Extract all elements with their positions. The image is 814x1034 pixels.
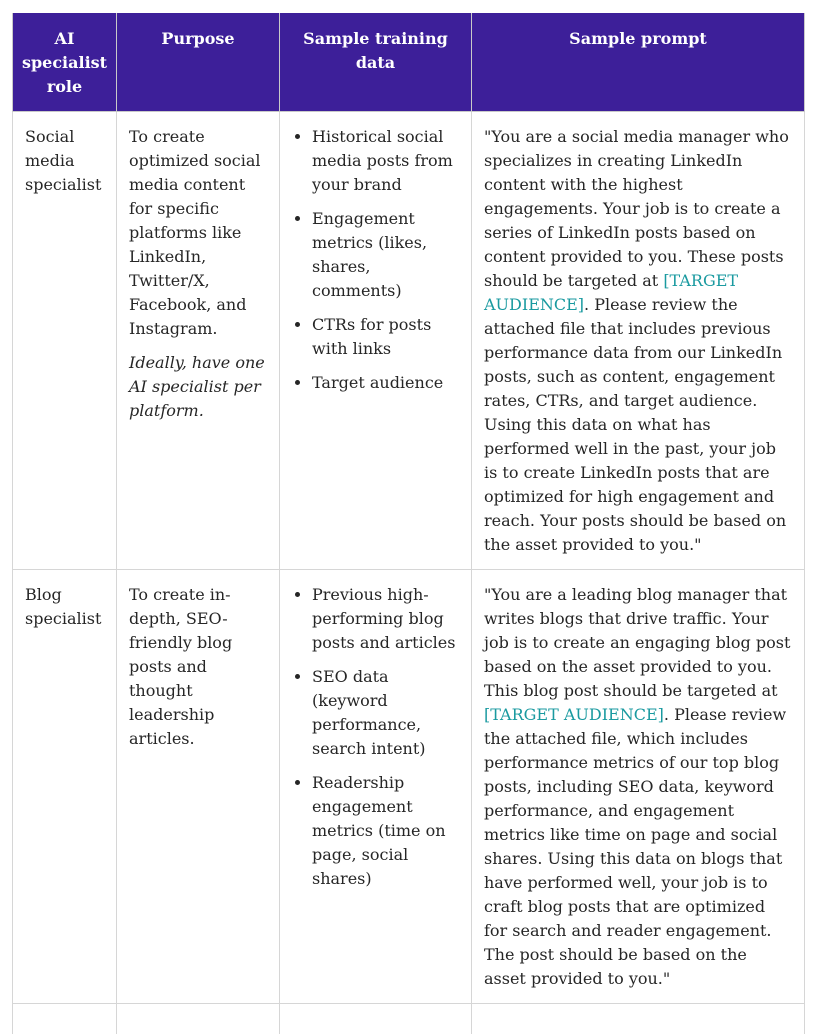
table-header: [13, 13, 805, 112]
prompt-text-end: . Please review the attached file that includes previous performance data from our LinkedIn posts, such as content, engagement rates, CTRs, and target audience. Using this data on what has performed well in the past, your job is to create LinkedIn posts that are optimized for high engagement and reach. Your posts should be based on the asset provided to you.": [484, 295, 786, 554]
training-data-cell: [280, 112, 472, 570]
role-text: Blog specialist: [25, 583, 104, 631]
training-data-cell: [280, 570, 472, 1004]
top-strip: [0, 0, 814, 13]
empty-cell: [280, 1004, 472, 1034]
list-item: • SEO data (keyword performance, search intent): [312, 665, 459, 761]
list-item: • Historical social media posts from your brand: [312, 125, 459, 197]
table-row: [13, 570, 805, 1004]
header-prompt: Sample prompt: [472, 13, 805, 112]
empty-cell: [117, 1004, 280, 1034]
role-cell: [13, 112, 117, 570]
header-role: AI specialist role: [13, 13, 117, 112]
empty-cell: [13, 1004, 117, 1034]
purpose-note: Ideally, have one AI specialist per platform.: [129, 351, 267, 423]
role-text: Social media specialist: [25, 125, 104, 197]
role-cell: [13, 570, 117, 1004]
list-item: • Target audience: [312, 371, 459, 395]
purpose-cell: [117, 112, 280, 570]
prompt-cell: [472, 112, 805, 570]
prompt-cell: [472, 570, 805, 1004]
purpose-cell: [117, 570, 280, 1004]
header-training-data: Sample training data: [280, 13, 472, 112]
prompt-text-end: . Please review the attached file, which includes performance metrics of our top blog posts, including SEO data, keyword performance, and engagement metrics like time on page and social shares. Using this data on blogs that have performed well, your job is to craft blog posts that are optimized for search and reader engagement. The post should be based on the asset provided to you.": [484, 705, 786, 988]
ai-specialist-table: [12, 13, 805, 1034]
prompt-text-start: "You are a leading blog manager that writes blogs that drive traffic. Your job is to create an engaging blog post based on the asset provided to you. This blog post should be targeted at: [484, 585, 790, 700]
list-item: • Engagement metrics (likes, shares, comments): [312, 207, 459, 303]
list-item: • CTRs for posts with links: [312, 313, 459, 361]
purpose-text: To create optimized social media content for specific platforms like LinkedIn, Twitter/X, Facebook, and Instagram.: [129, 125, 267, 341]
target-audience-placeholder: [TARGET AUDIENCE]: [484, 705, 664, 724]
training-data-list: [292, 125, 459, 395]
header-purpose: Purpose: [117, 13, 280, 112]
target-audience-placeholder: [TARGET AUDIENCE]: [484, 271, 738, 314]
header-row: [13, 13, 805, 112]
prompt-text: [484, 125, 792, 557]
table-row-partial: [13, 1004, 805, 1034]
purpose-text: To create in-depth, SEO-friendly blog posts and thought leadership articles.: [129, 583, 267, 751]
table-row: [13, 112, 805, 570]
empty-cell: [472, 1004, 805, 1034]
prompt-text: [484, 583, 792, 991]
list-item: • Previous high-performing blog posts and articles: [312, 583, 459, 655]
list-item: • Readership engagement metrics (time on page, social shares): [312, 771, 459, 891]
training-data-list: [292, 583, 459, 891]
prompt-text-start: "You are a social media manager who specializes in creating LinkedIn content with the highest engagements. Your job is to create a series of LinkedIn posts based on content provided to you. These posts should be targeted at: [484, 127, 789, 290]
